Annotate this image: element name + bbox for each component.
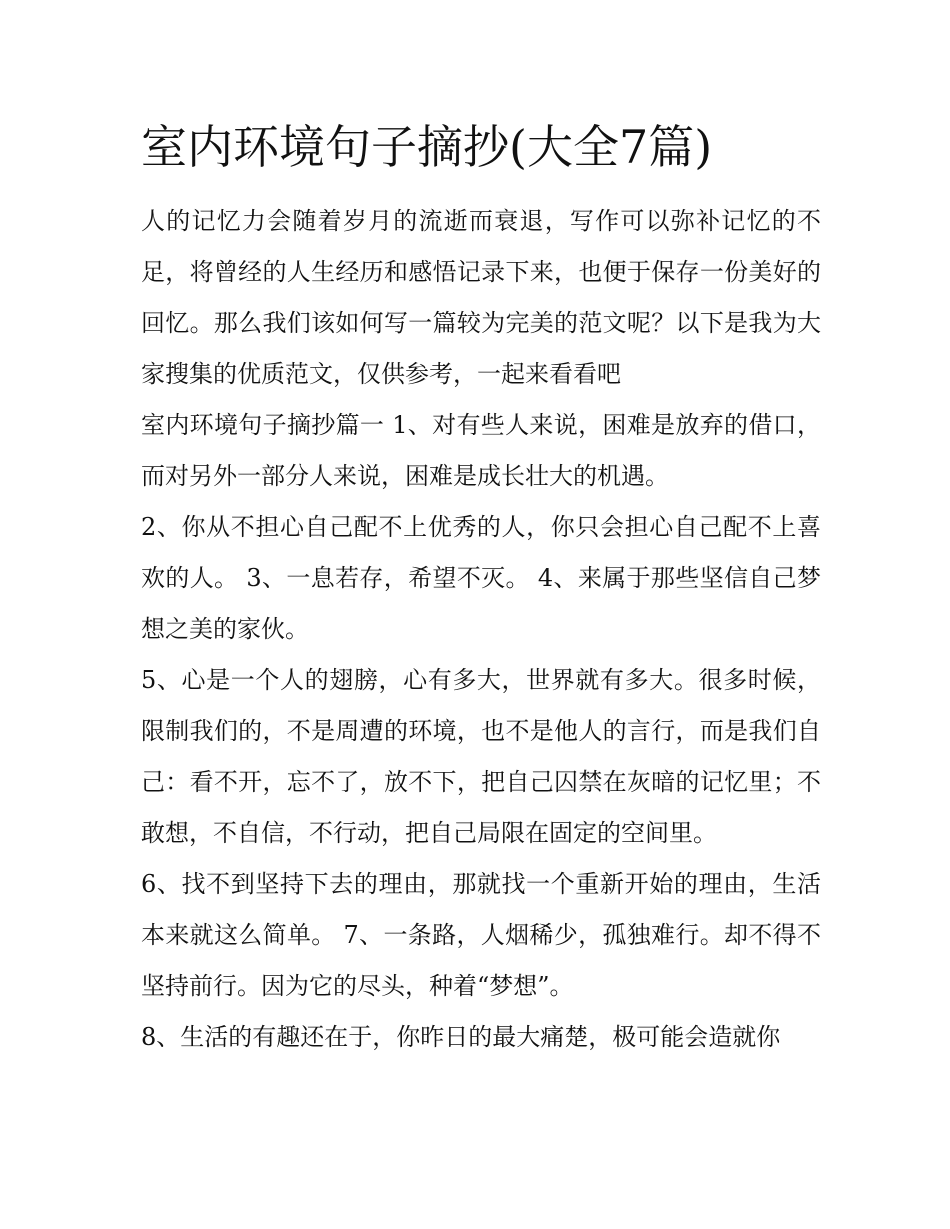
paragraph-intro: 人的记忆力会随着岁月的流逝而衰退，写作可以弥补记忆的不足，将曾经的人生经历和感悟记录下来，也便于保存一份美好的回忆。那么我们该如何写一篇较为完美的范文呢？以下是我为大家搜集的优质范文，仅供参考，一起来看看吧 — [141, 207, 821, 388]
document-title: 室内环境句子摘抄(大全7篇) — [141, 120, 713, 174]
document-body — [141, 196, 821, 1063]
paragraph-5: 8、生活的有趣还在于，你昨日的最大痛楚，极可能会造就你 — [141, 1023, 781, 1051]
paragraph-4: 6、找不到坚持下去的理由，那就找一个重新开始的理由，生活本来就这么简单。 7、一条路，人烟稀少，孤独难行。却不得不坚持前行。因为它的尽头，种着“梦想”。 — [141, 870, 821, 1000]
paragraph-1: 室内环境句子摘抄篇一 1、对有些人来说，困难是放弃的借口，而对另外一部分人来说，困难是成长壮大的机遇。 — [141, 411, 821, 490]
paragraph-3: 5、心是一个人的翅膀，心有多大，世界就有多大。很多时候，限制我们的，不是周遭的环境，也不是他人的言行，而是我们自己：看不开，忘不了，放不下，把自己囚禁在灰暗的记忆里；不敢想，不自信，不行动，把自己局限在固定的空间里。 — [141, 666, 821, 847]
paragraph-2: 2、你从不担心自己配不上优秀的人，你只会担心自己配不上喜欢的人。 3、一息若存，希望不灭。 4、来属于那些坚信自己梦想之美的家伙。 — [141, 513, 821, 643]
